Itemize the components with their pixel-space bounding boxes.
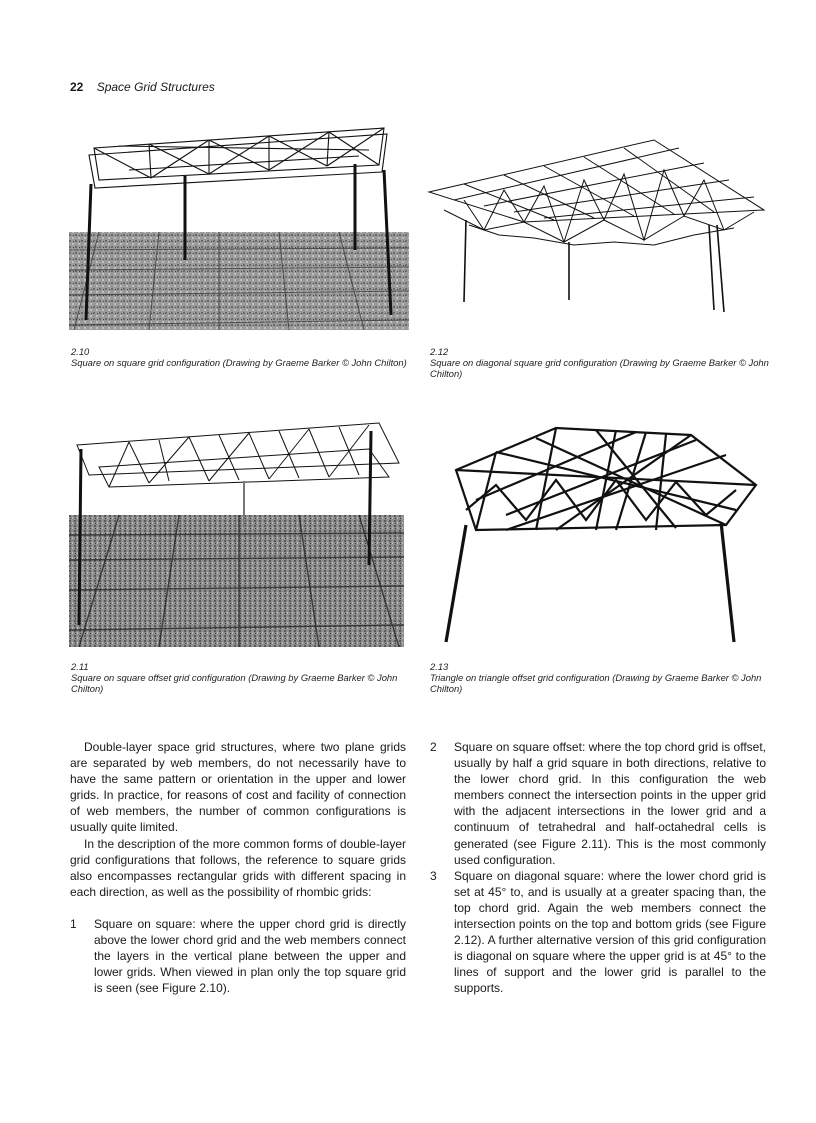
body-left-column (70, 739, 406, 996)
figure-number: 2.13 (430, 661, 449, 672)
page-number: 22 (70, 80, 84, 94)
list-text: Square on diagonal square: where the lower chord grid is set at 45° to, and is usually at a greater spacing than, the top chord grid. Again the web members connect the intersection points on the top and bottom grids (see Figure 2.12). A further alternative version of this grid configuration is diagonal on square where the upper grid is at 45° to the lines of support and the lower grid is parallel to the supports. (454, 868, 766, 996)
caption-text: Triangle on triangle offset grid configuration (Drawing by Graeme Barker © John Chilton) (430, 672, 762, 694)
figure-2-13-image (436, 410, 761, 650)
figure-2-13-caption (430, 661, 770, 694)
list-text: Square on square offset: where the top chord grid is offset, usually by half a grid square in both directions, relative to the lower chord grid. In this configuration the web members connect the intersection points in the upper grid with the adjacent intersections in the lower grid and a continuum of tetrahedral and half-octahedral cells is generated (see Figure 2.11). This is the most commonly used configuration. (454, 740, 766, 867)
running-head (70, 80, 215, 94)
list-item (430, 739, 766, 868)
figure-number: 2.11 (71, 661, 89, 672)
figure-number: 2.12 (430, 346, 449, 357)
figure-2-11-caption (71, 661, 411, 694)
list-item (430, 868, 766, 997)
list-number: 1 (70, 916, 77, 931)
figure-2-10-caption (71, 346, 411, 368)
caption-text: Square on diagonal square grid configuration (Drawing by Graeme Barker © John Chilton) (430, 357, 769, 379)
square-on-square-drawing (69, 120, 409, 330)
caption-text: Square on square grid configuration (Drawing by Graeme Barker © John Chilton) (71, 357, 407, 368)
body-paragraph: Double-layer space grid structures, where two plane grids are separated by web members, do not necessarily have to have the same pattern or orientation in the upper and lower grids. In practice, for reasons of cost and facility of connection of web members, the number of common configurations is usually quite limited. (70, 740, 406, 835)
body-paragraph: In the description of the more common forms of double-layer grid configurations that follows, the reference to square grids also encompasses rectangular grids with different spacing in each direction, as well as the possibility of rhombic grids: (70, 836, 406, 899)
body-right-column (430, 739, 766, 997)
list-text: Square on square: where the upper chord grid is directly above the lower chord grid and the web members connect the layers in the vertical plane between the upper and lower grids. When viewed in plan only the top square grid is seen (see Figure 2.10). (94, 916, 406, 996)
figure-2-12-image (424, 130, 774, 320)
figure-2-11-image (69, 415, 404, 647)
square-on-diagonal-square-drawing (424, 130, 774, 320)
square-on-square-offset-drawing (69, 415, 404, 647)
figure-2-10-image (69, 120, 409, 330)
figure-number: 2.10 (71, 346, 90, 357)
list-number: 2 (430, 740, 437, 754)
figure-2-12-caption (430, 346, 770, 379)
book-title: Space Grid Structures (96, 80, 215, 94)
triangle-on-triangle-offset-drawing (436, 410, 761, 650)
caption-text: Square on square offset grid configuration (Drawing by Graeme Barker © John Chilton) (71, 672, 398, 694)
list-item (70, 916, 406, 996)
list-number: 3 (430, 868, 437, 883)
